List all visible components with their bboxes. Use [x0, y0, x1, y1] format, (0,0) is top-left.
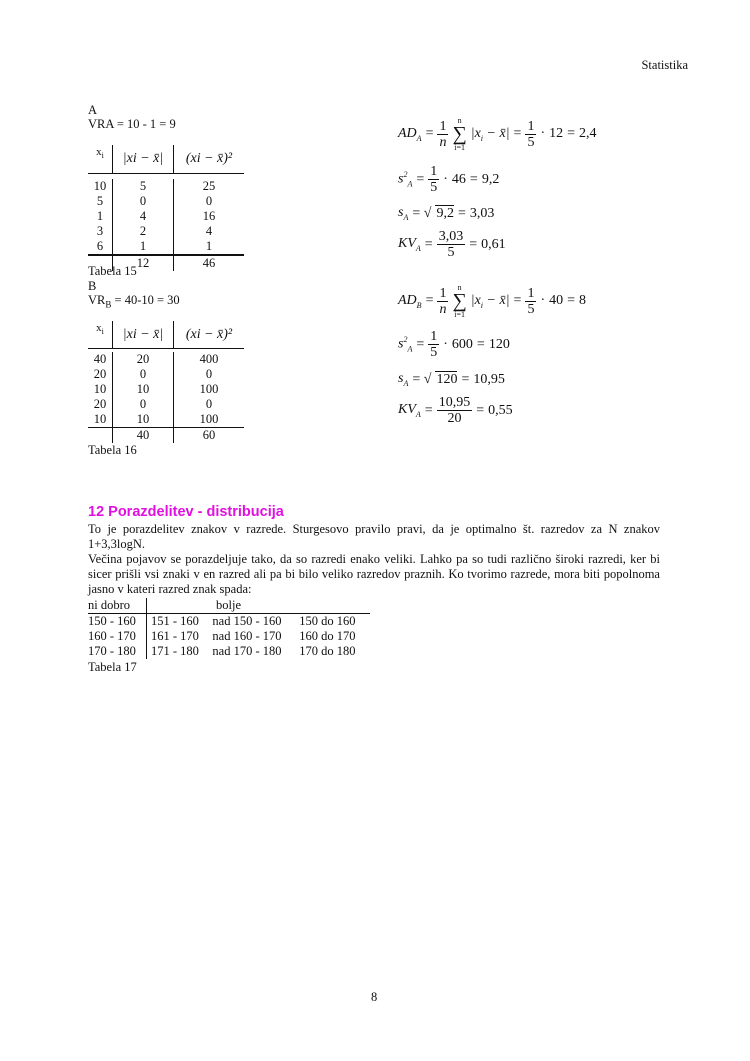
table-row: [88, 239, 244, 255]
table-cell: 5: [113, 179, 174, 194]
table-cell: 20: [113, 352, 174, 367]
table-cell: 160 - 170: [88, 629, 136, 643]
s2-b-result: 120: [488, 336, 510, 352]
formula-ad-b: $AD_B$ = $\frac{1}{n}$ n ∑ i=1 $|x_i$ − x̄| = $\frac{1}{5}$ · 40 = 8: [398, 283, 587, 319]
table-cell: 4: [174, 224, 245, 239]
table-cell: 40: [93, 351, 107, 366]
table-cell: nad 170 - 180: [212, 644, 282, 658]
vr-b-sub: B: [105, 299, 112, 310]
header-sq-dev: (xi − x̄)²: [174, 321, 245, 348]
total-abs-dev: 12: [113, 255, 174, 271]
s-a-result: 3,03: [469, 205, 495, 221]
table-cell: 150 do 160: [299, 614, 356, 628]
kv-a-den: 5: [447, 245, 455, 260]
table-cell: 170 - 180: [88, 644, 136, 658]
table-row: [88, 412, 244, 428]
table-15: [88, 145, 244, 271]
table-cell: 0: [113, 194, 174, 209]
ad-a-sum: 12: [549, 126, 564, 141]
total-cell: [88, 427, 113, 443]
table-row: [88, 397, 244, 412]
label-b: B: [88, 279, 97, 293]
table-cell: 20: [93, 396, 107, 411]
header-abs-dev: |xi − x̄|: [113, 145, 174, 173]
total-sq-dev: 60: [174, 427, 245, 443]
paragraph-2: Večina pojavov se porazdeljuje tako, da so razredi enako veliki. Lahko pa so tudi različno široki razredi, ker bi sicer prišli vsi znaki v en razred ali pa bi bilo veliko razredov praznih. Ko tvorimo razrede, mora biti popolnoma jasno v kateri razred znak spada:: [88, 552, 660, 596]
kv-a-num: 3,03: [438, 229, 464, 244]
running-header: Statistika: [641, 58, 688, 72]
table-cell: 0: [113, 367, 174, 382]
table-cell: 161 - 170: [147, 629, 213, 644]
table-row: [88, 367, 244, 382]
total-abs-dev: 40: [113, 427, 174, 443]
table-cell: 151 - 160: [147, 614, 213, 630]
table-cell: 10: [93, 178, 107, 193]
table-cell: 0: [174, 367, 245, 382]
table-cell: 1: [174, 239, 245, 255]
section-heading: 12 Porazdelitev - distribucija: [88, 504, 284, 520]
formula-s-a: $s_A$ = √ 9,2 = 3,03: [398, 205, 495, 222]
table-row: [88, 629, 370, 644]
formula-s2-a: $s^2_A$ = $\frac{1}{5}$ · 46 = 9,2: [398, 164, 500, 195]
table-cell: 170 do 180: [299, 644, 356, 658]
table-cell: 25: [174, 179, 245, 194]
table-16: [88, 321, 244, 443]
vr-a: VRA = 10 - 1 = 9: [88, 117, 176, 131]
table-cell: 1: [96, 208, 104, 223]
table-cell: 400: [174, 352, 245, 367]
table-row: [88, 614, 370, 630]
formula-kv-b: $KV_A$ = $\frac{10,95}{20}$ = 0,55: [398, 395, 513, 426]
header-bolje: bolje: [147, 598, 371, 614]
table-cell: 0: [174, 397, 245, 412]
caption-tabela-16: Tabela 16: [88, 443, 137, 457]
s2-b-sum: 600: [451, 336, 473, 352]
table-cell: 6: [96, 238, 104, 253]
formula-s2-b: $s^2_A$ = $\frac{1}{5}$ · 600 = 120: [398, 329, 510, 360]
paragraph-1: To je porazdelitev znakov v razrede. Sturgesovo pravilo pravi, da je optimalno št. razredov za N znakov 1+3,3logN.: [88, 522, 660, 551]
label-a: A: [88, 103, 98, 117]
caption-tabela-15: Tabela 15: [88, 264, 137, 278]
vr-b-main: VR: [88, 293, 106, 307]
s-b-radicand: 120: [436, 372, 458, 387]
table-cell: 100: [174, 382, 245, 397]
table-cell: 4: [113, 209, 174, 224]
table-cell: 20: [93, 366, 107, 381]
header-xi: $x_i$: [96, 146, 104, 161]
header-xi: $x_i$: [96, 322, 104, 337]
table-cell: 160 do 170: [299, 629, 356, 643]
table-row: [88, 209, 244, 224]
table-cell: 16: [174, 209, 245, 224]
table-cell: 2: [113, 224, 174, 239]
kv-a-result: 0,61: [481, 236, 506, 252]
table-cell: 0: [174, 194, 245, 209]
page-number: 8: [371, 990, 378, 1004]
formula-ad-a: $AD_A$ = $\frac{1}{n}$ n ∑ i=1 $|x_i$ − x̄| = $\frac{1}{5}$ · 12 = 2,4: [398, 116, 597, 152]
table-row: [88, 644, 370, 659]
vr-b-rest: = 40-10 = 30: [111, 293, 180, 307]
kv-b-den: 20: [447, 411, 462, 426]
ad-b-result: 8: [579, 293, 587, 308]
table-17: [88, 598, 370, 659]
table-cell: 150 - 160: [88, 614, 136, 628]
table-cell: 171 - 180: [147, 644, 213, 659]
table-cell: nad 160 - 170: [212, 629, 282, 643]
s2-a-sum: 46: [451, 171, 466, 187]
header-ni-dobro: ni dobro: [88, 598, 131, 612]
header-abs-dev: |xi − x̄|: [113, 321, 174, 348]
table-cell: nad 150 - 160: [212, 614, 282, 628]
ad-b-sum: 40: [549, 293, 564, 308]
table-row: [88, 194, 244, 209]
ad-a-result: 2,4: [579, 126, 597, 141]
kv-b-num: 10,95: [438, 395, 471, 410]
table-cell: 10: [113, 382, 174, 397]
table-cell: 0: [113, 397, 174, 412]
table-row: [88, 224, 244, 239]
table-cell: 10: [93, 381, 107, 396]
s-a-radicand: 9,2: [436, 206, 454, 221]
vr-b: [88, 293, 180, 310]
caption-tabela-17: Tabela 17: [88, 660, 137, 674]
table-row: [88, 352, 244, 367]
table-cell: 3: [96, 223, 104, 238]
table-cell: 10: [93, 411, 107, 426]
formula-s-b: $s_A$ = √ 120 = 10,95: [398, 371, 505, 388]
s2-a-result: 9,2: [481, 171, 500, 187]
table-row: [88, 179, 244, 194]
kv-b-result: 0,55: [488, 402, 513, 418]
s-b-result: 10,95: [473, 371, 505, 387]
table-cell: 5: [96, 193, 104, 208]
formula-kv-a: $KV_A$ = $\frac{3,03}{5}$ = 0,61: [398, 229, 506, 260]
table-cell: 100: [174, 412, 245, 428]
header-sq-dev: (xi − x̄)²: [174, 145, 245, 173]
total-sq-dev: 46: [174, 255, 245, 271]
table-cell: 10: [113, 412, 174, 428]
table-row: [88, 382, 244, 397]
table-cell: 1: [113, 239, 174, 255]
